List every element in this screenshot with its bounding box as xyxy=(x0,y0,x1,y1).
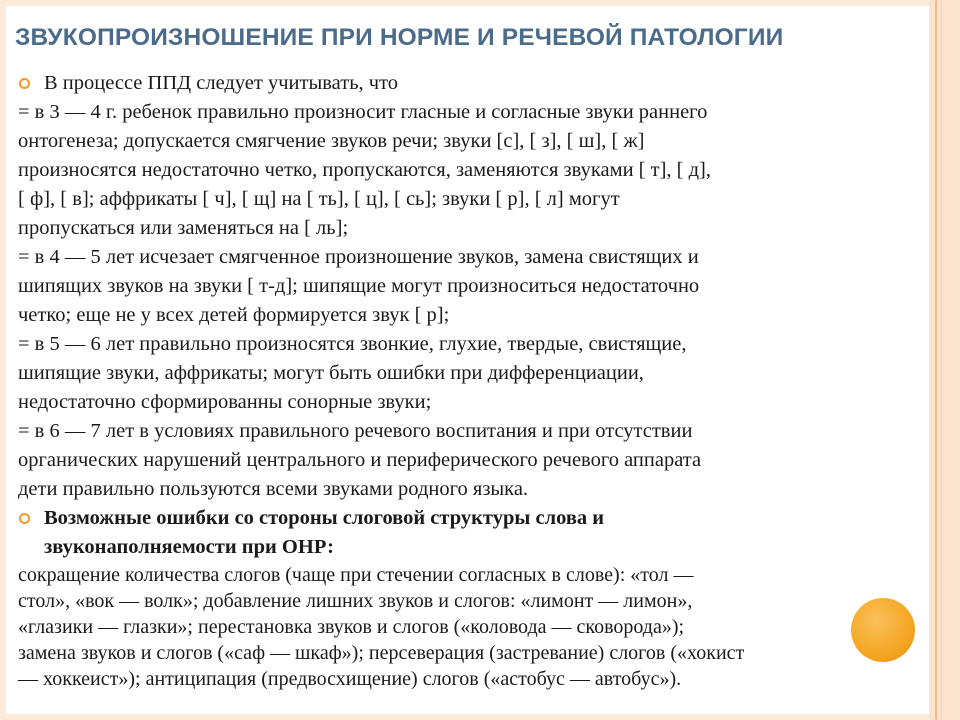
bullet-ring-icon xyxy=(19,513,30,524)
text-line: произносятся недостаточно четко, пропускаются, заменяются звуками [ т], [ д], xyxy=(18,159,711,181)
text-line: = в 3 — 4 г. ребенок правильно произносит гласные и согласные звуки раннего xyxy=(18,101,708,123)
bullet-1-heading: В процессе ППД следует учитывать, что xyxy=(44,72,399,94)
text-line: четко; еще не у всех детей формируется звук [ р]; xyxy=(18,304,450,326)
text-line: органических нарушений центрального и периферического речевого аппарата xyxy=(18,449,702,471)
text-line: шипящих звуков на звуки [ т-д]; шипящие могут произноситься недостаточно xyxy=(18,275,700,297)
text-line: шипящие звуки, аффрикаты; могут быть ошибки при дифференциации, xyxy=(18,362,644,384)
text-line: = в 6 — 7 лет в условиях правильного речевого воспитания и при отсутствии xyxy=(18,420,693,442)
text-line: [ ф], [ в]; аффрикаты [ ч], [ щ] на [ ть], [ ц], [ сь]; звуки [ р], [ л] могут xyxy=(18,188,620,210)
text-line: дети правильно пользуются всеми звуками родного языка. xyxy=(18,478,529,500)
bullet-item-1 xyxy=(18,69,943,98)
text-line: стол», «вок — волк»; добавление лишних звуков и слогов: «лимонт — лимон», xyxy=(18,590,693,612)
text-line: = в 5 — 6 лет правильно произносятся звонкие, глухие, твердые, свистящие, xyxy=(18,333,687,355)
text-line: — хоккеист»); антиципация (предвосхищение) слогов («астобус — автобус»). xyxy=(18,668,682,690)
text-line: сокращение количества слогов (чаще при стечении согласных в слове): «тол — xyxy=(18,564,694,586)
bottom-border xyxy=(0,714,960,720)
bullet-2-heading-cont: звуконаполняемости при ОНР: xyxy=(44,536,334,558)
bullet-2-heading: Возможные ошибки со стороны слоговой структуры слова и xyxy=(44,507,605,529)
bullet-item-2 xyxy=(18,504,943,533)
text-line: пропускаться или заменяться на [ ль]; xyxy=(18,217,349,239)
top-border xyxy=(0,0,960,6)
slide-title: ЗВУКОПРОИЗНОШЕНИЕ ПРИ НОРМЕ И РЕЧЕВОЙ ПАТОЛОГИИ xyxy=(15,24,784,51)
bullet-ring-icon xyxy=(19,78,30,89)
text-line: = в 4 — 5 лет исчезает смягченное произношение звуков, замена свистящих и xyxy=(18,246,699,268)
text-line: онтогенеза; допускается смягчение звуков речи; звуки [с], [ з], [ ш], [ ж] xyxy=(18,130,645,152)
slide-content xyxy=(18,69,943,692)
text-line: замена звуков и слогов («саф — шкаф»); персеверация (застревание) слогов («хокист xyxy=(18,642,745,664)
text-line: недостаточно сформированны сонорные звуки; xyxy=(18,391,432,413)
orange-circle-decoration xyxy=(851,598,915,662)
left-border xyxy=(0,0,6,720)
text-line: «глазики — глазки»; перестановка звуков и слогов («коловода — сковорода»); xyxy=(18,616,685,638)
